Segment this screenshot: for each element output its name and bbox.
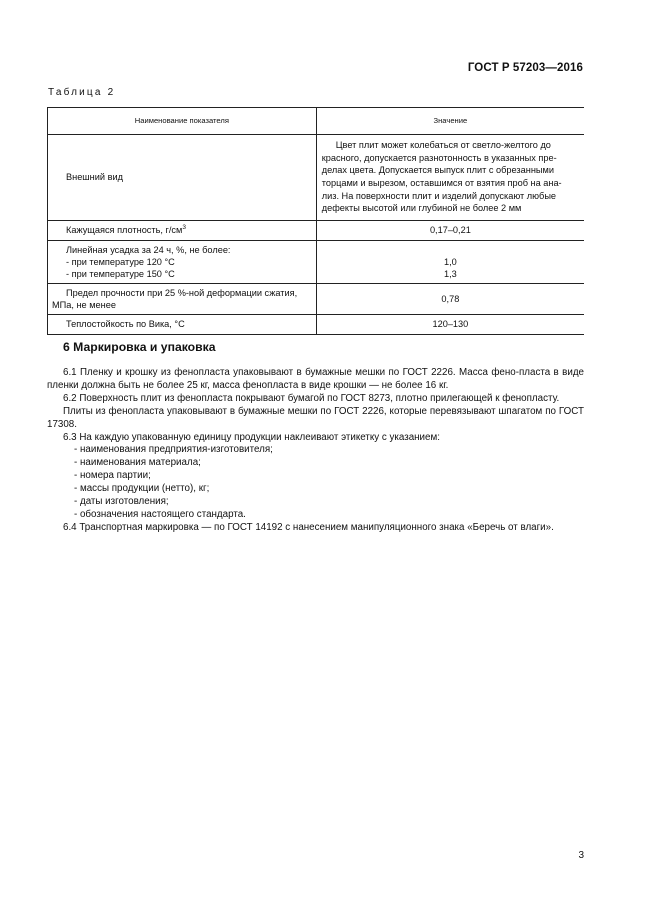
list-item: - наименования материала; <box>74 457 201 469</box>
row-value-strength: 0,78 <box>316 284 584 315</box>
value-line: Цвет плит может колебаться от светло-желтого до <box>335 140 551 151</box>
row-value-shrinkage: 1,0 1,3 <box>316 241 584 284</box>
section-body <box>47 367 584 535</box>
paragraph: Плиты из фенопласта упаковывают в бумажные мешки по ГОСТ 2226, которые перевязывают шпагатом по ГОСТ 17308. <box>47 405 584 430</box>
row-name-density: Кажущаяся плотность, $г/см^3$ <box>48 221 317 241</box>
paragraph: 6.1 Пленку и крошку из фенопласта упаковывают в бумажные мешки по ГОСТ 2226. Масса фено-пласта в виде пленки должна быть не более 25 кг, масса фенопласта в виде крошки — не более 16 кг. <box>47 367 584 391</box>
table-row <box>48 135 585 221</box>
value-line: дефекты высотой или глубиной не более 2 мм <box>321 203 522 214</box>
row-name-vicat: Теплостойкость по Вика, °С <box>48 315 317 335</box>
table-caption: Таблица 2 <box>48 87 116 98</box>
row-value-appearance <box>316 135 584 221</box>
row-name-strength: Предел прочности при 25 %-ной деформации сжатия, МПа, не менее <box>48 284 317 315</box>
page-number: 3 <box>578 850 584 861</box>
paragraph: 6.3 На каждую упакованную единицу продукции наклеивают этикетку с указанием: <box>63 431 440 443</box>
table-row <box>48 284 585 315</box>
row-name-appearance: Внешний вид <box>48 135 317 221</box>
list-item: - номера партии; <box>74 470 151 482</box>
table-row <box>48 221 585 241</box>
list-item: - наименования предприятия-изготовителя; <box>74 444 273 456</box>
value-line: делах цвета. Допускается выпуск плит с обрезанными <box>321 165 554 176</box>
section-title: 6 Маркировка и упаковка <box>63 340 216 354</box>
row-value-vicat: 120–130 <box>316 315 584 335</box>
properties-table <box>47 107 584 335</box>
column-header-value: Значение <box>316 108 584 135</box>
value-line: лиз. На поверхности плит и изделий допускают любые <box>321 190 557 201</box>
document-header: ГОСТ Р 57203—2016 <box>467 62 583 74</box>
paragraph: 6.2 Поверхность плит из фенопласта покрывают бумагой по ГОСТ 8273, плотно прилегающей к фенопласту. <box>63 392 560 404</box>
list-item: - обозначения настоящего стандарта. <box>74 508 246 520</box>
paragraph: 6.4 Транспортная маркировка — по ГОСТ 14192 с нанесением манипуляционного знака «Беречь от влаги». <box>63 521 554 533</box>
list-item: - массы продукции (нетто), кг; <box>74 483 210 495</box>
table-row <box>48 315 585 335</box>
row-value-density: 0,17–0,21 <box>316 221 584 241</box>
row-name-shrinkage: Линейная усадка за 24 ч, %, не более: - при температуре 120 °С - при температуре 150 °С <box>48 241 317 284</box>
list-item: - даты изготовления; <box>74 496 169 508</box>
value-line: торцами и вырезом, оставшимся от взятия проб на ана- <box>321 178 562 188</box>
table-header-row <box>48 108 585 135</box>
superscript: 3 <box>182 224 186 232</box>
value-line: красного, допускается разнотонность в указанных пре- <box>321 152 557 163</box>
column-header-name: Наименование показателя <box>48 108 317 135</box>
table-row <box>48 241 585 284</box>
